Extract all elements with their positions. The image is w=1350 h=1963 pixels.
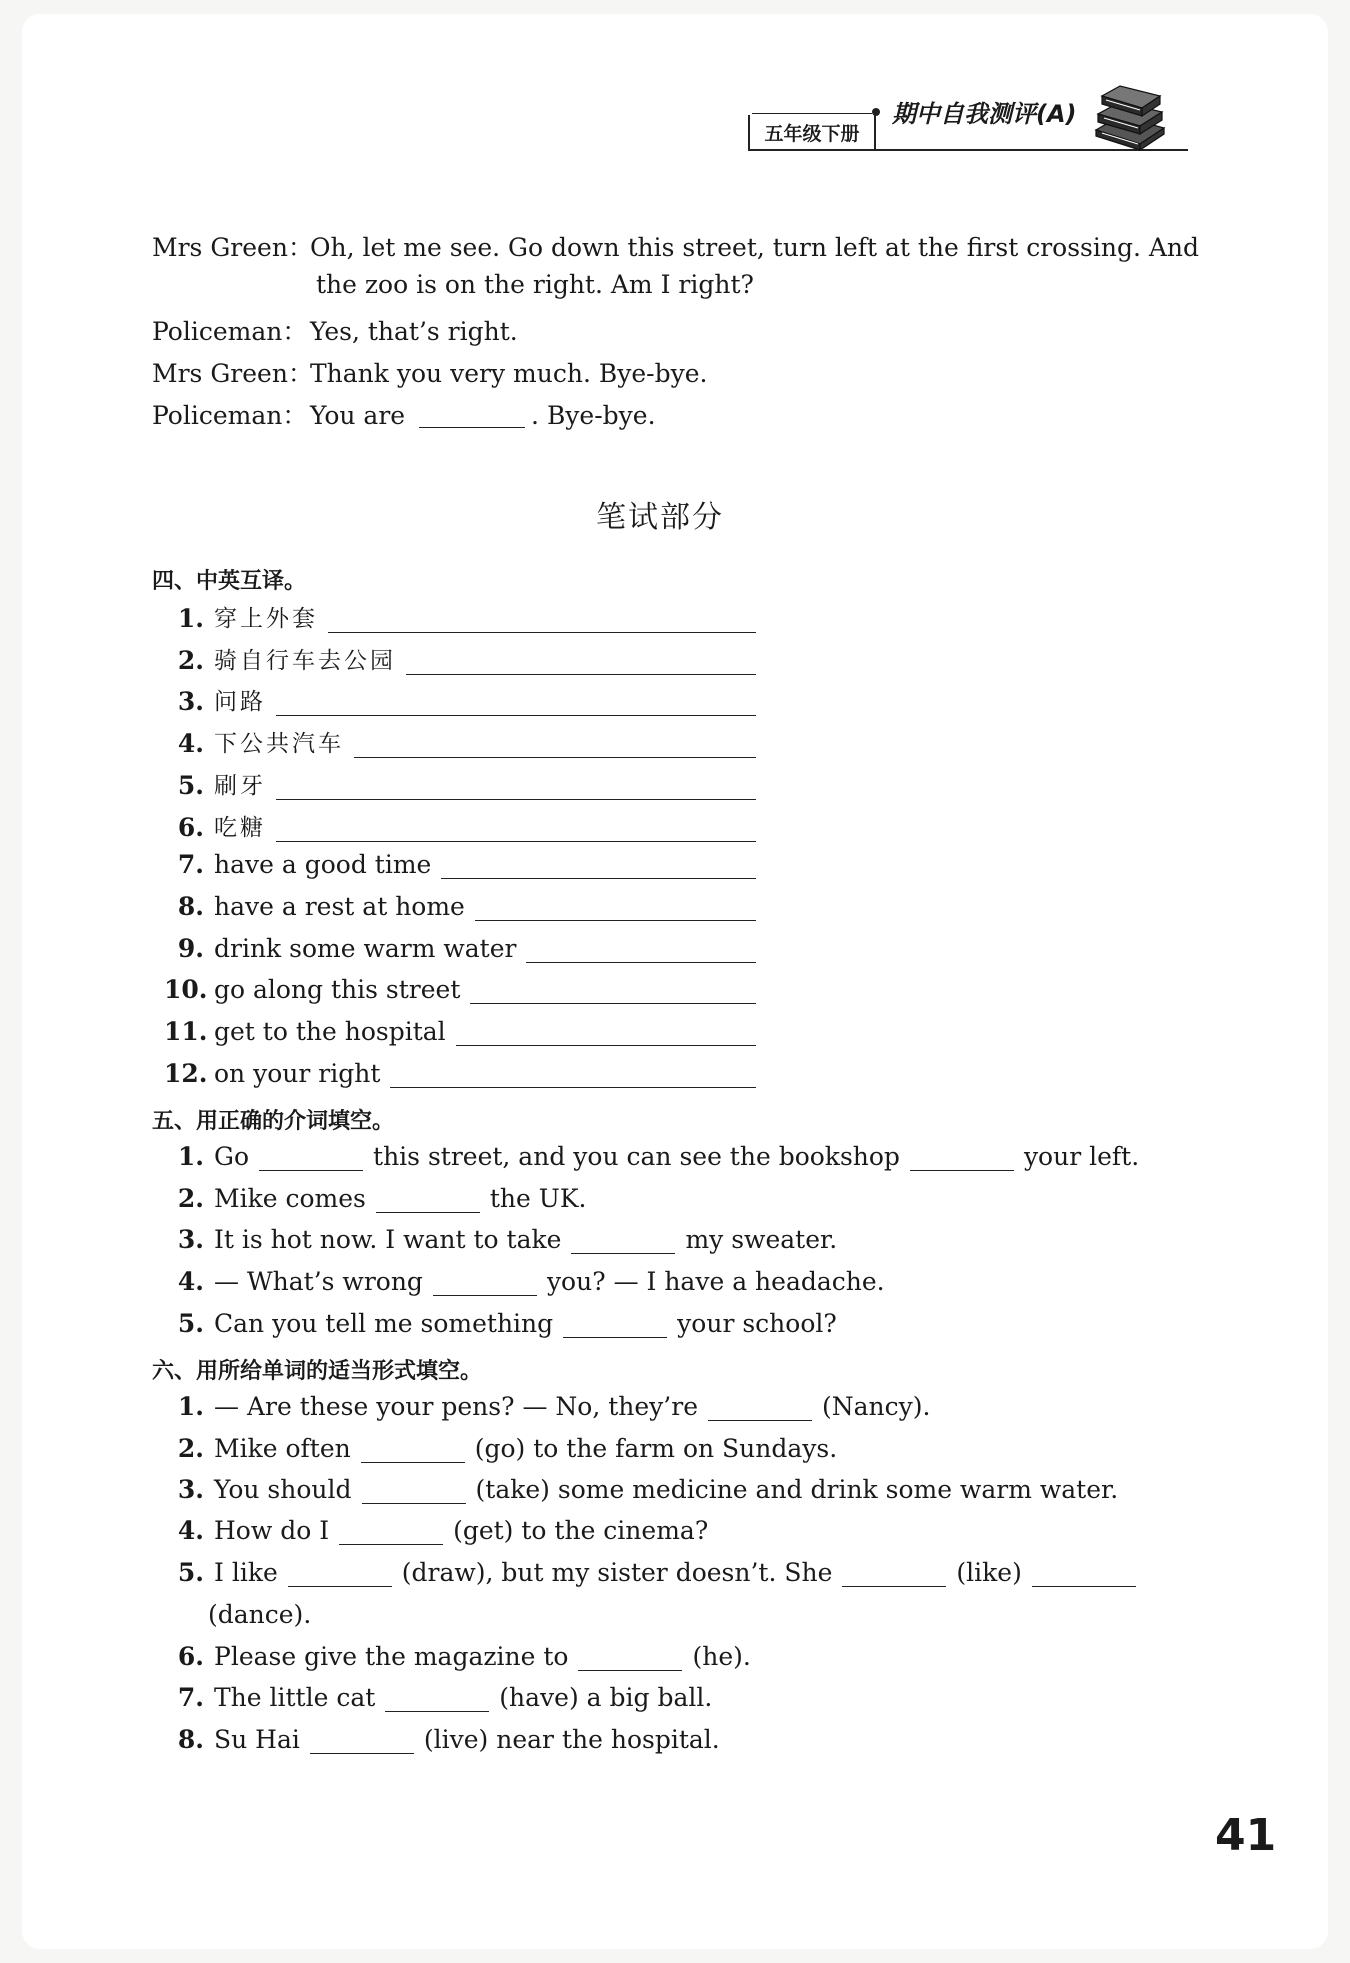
- item-text: (go) to the farm on Sundays.: [474, 1434, 838, 1463]
- item-text: (draw), but my sister doesn’t. She: [401, 1558, 833, 1587]
- item-text: (he).: [692, 1642, 751, 1671]
- item-number: 11.: [164, 1017, 208, 1046]
- fill-in-item: [164, 1434, 837, 1463]
- item-text: drink some warm water: [214, 933, 517, 963]
- answer-line[interactable]: [390, 1061, 756, 1088]
- translation-item: [164, 850, 756, 879]
- item-text: your left.: [1023, 1142, 1140, 1171]
- item-text: (Nancy).: [821, 1392, 931, 1421]
- answer-blank[interactable]: [288, 1562, 392, 1587]
- answer-blank[interactable]: [339, 1520, 443, 1545]
- item-text: Please give the magazine to: [214, 1642, 569, 1671]
- item-number: 5.: [177, 1558, 204, 1587]
- answer-line[interactable]: [526, 936, 756, 963]
- written-section-title: 笔试部分: [596, 500, 724, 535]
- answer-blank[interactable]: [578, 1646, 682, 1671]
- answer-line[interactable]: [276, 815, 756, 842]
- dialogue-line-2: Policeman： Yes, that’s right.: [152, 317, 518, 346]
- item-number: 12.: [164, 1058, 208, 1088]
- item-number: 6.: [177, 1642, 204, 1671]
- answer-blank[interactable]: [361, 1438, 465, 1463]
- item-number: 9.: [177, 933, 204, 963]
- item-text: How do I: [214, 1516, 330, 1545]
- translation-item: [164, 1059, 756, 1088]
- fill-in-item: [164, 1184, 586, 1213]
- item-text: (have) a big ball.: [499, 1683, 713, 1712]
- fill-in-item: [164, 1475, 1118, 1504]
- translation-item: [164, 725, 756, 758]
- item-number: 2.: [177, 1183, 204, 1213]
- translation-item: [164, 1017, 756, 1046]
- translation-item: [164, 934, 756, 963]
- dialogue-line-1: Mrs Green：Oh, let me see. Go down this street, turn left at the first crossing. And: [152, 233, 1200, 262]
- answer-line[interactable]: [354, 731, 756, 758]
- item-number: 8.: [177, 891, 204, 921]
- item-number: 2.: [177, 1434, 204, 1463]
- item-text: (take) some medicine and drink some warm water.: [475, 1475, 1119, 1504]
- answer-blank[interactable]: [433, 1271, 537, 1296]
- fill-in-item: [164, 1309, 837, 1338]
- answer-blank[interactable]: [310, 1729, 414, 1754]
- section-4-heading: 四、中英互译。: [152, 569, 307, 594]
- item-text: You should: [214, 1475, 352, 1504]
- answer-blank[interactable]: [385, 1687, 489, 1712]
- item-text: (get) to the cinema?: [453, 1516, 709, 1545]
- item-text: my sweater.: [685, 1225, 838, 1255]
- item-number: 4.: [177, 1516, 204, 1545]
- page-number: 41: [1215, 1810, 1277, 1861]
- item-text: I like: [214, 1558, 278, 1587]
- translation-item: [164, 892, 756, 921]
- answer-blank[interactable]: [362, 1479, 466, 1504]
- fill-in-item: [164, 1683, 712, 1712]
- translation-item: [164, 767, 756, 800]
- item-number: 8.: [177, 1725, 204, 1754]
- item-text: — Are these your pens? — No, they’re: [214, 1392, 698, 1421]
- item-number: 1.: [177, 1392, 204, 1421]
- item-text: 穿上外套: [214, 606, 318, 632]
- answer-blank[interactable]: [842, 1562, 946, 1587]
- fill-in-item: [164, 1516, 708, 1545]
- stacked-books-icon: [1088, 82, 1168, 152]
- item-text: 刷牙: [214, 772, 266, 799]
- answer-line[interactable]: [441, 852, 756, 879]
- item-number: 10.: [164, 975, 208, 1005]
- answer-blank[interactable]: [259, 1146, 363, 1171]
- fill-in-item: [164, 1267, 885, 1296]
- item-text: 下公共汽车: [214, 731, 344, 758]
- answer-line[interactable]: [456, 1019, 756, 1046]
- fill-in-item: [164, 1392, 930, 1421]
- item-text: 问路: [214, 689, 266, 716]
- translation-item: [164, 600, 756, 633]
- item-number: 4.: [177, 1267, 204, 1297]
- item-number: 7.: [177, 1683, 204, 1712]
- item-number: 3.: [177, 687, 204, 717]
- item-text: Go: [214, 1142, 250, 1171]
- item-text: have a good time: [214, 850, 432, 880]
- answer-blank[interactable]: [708, 1396, 812, 1421]
- answer-line[interactable]: [475, 894, 756, 921]
- dialogue-line-3: Mrs Green：Thank you very much. Bye-bye.: [152, 359, 708, 388]
- item-number: 5.: [177, 770, 204, 800]
- translation-item: [164, 975, 756, 1004]
- item-number: 7.: [177, 850, 204, 880]
- item-number: 3.: [177, 1475, 204, 1504]
- section-6-heading: 六、用所给单词的适当形式填空。: [152, 1359, 483, 1384]
- item-text: 骑自行车去公园: [214, 647, 396, 674]
- item-text: Mike often: [214, 1434, 351, 1463]
- dialogue-line-1-cont: the zoo is on the right. Am I right?: [316, 270, 754, 299]
- item-number: 5.: [177, 1308, 204, 1338]
- item-text: (like): [956, 1558, 1022, 1587]
- item-text: get to the hospital: [214, 1017, 446, 1046]
- answer-blank[interactable]: [563, 1313, 667, 1338]
- translation-item: [164, 683, 756, 716]
- item-text: your school?: [677, 1308, 837, 1338]
- fill-in-item: [164, 1642, 751, 1671]
- header-title: 期中自我测评(A): [892, 100, 1077, 128]
- answer-line[interactable]: [406, 648, 756, 675]
- item-text: Su Hai: [214, 1725, 300, 1754]
- item-continuation: (dance).: [208, 1599, 312, 1629]
- item-text: — What’s wrong: [214, 1267, 423, 1297]
- answer-blank[interactable]: [910, 1146, 1014, 1171]
- answer-line[interactable]: [276, 689, 756, 716]
- item-text: The little cat: [214, 1683, 376, 1712]
- translation-item: [164, 809, 756, 842]
- item-number: 4.: [177, 729, 204, 759]
- item-text: (live) near the hospital.: [423, 1725, 720, 1754]
- item-text: you? — I have a headache.: [546, 1267, 885, 1297]
- answer-blank[interactable]: [571, 1229, 675, 1254]
- grade-label: 五年级下册: [748, 115, 876, 149]
- item-number: 2.: [177, 645, 204, 675]
- item-number: 1.: [177, 604, 204, 633]
- item-text: on your right: [214, 1058, 381, 1088]
- fill-in-item: [164, 1142, 1139, 1171]
- translation-item: [164, 642, 756, 675]
- item-text: this street, and you can see the bookshop: [373, 1142, 900, 1171]
- answer-blank[interactable]: [419, 403, 525, 428]
- item-number: 3.: [177, 1225, 204, 1255]
- header-dot: [872, 108, 880, 116]
- answer-line[interactable]: [470, 977, 756, 1004]
- answer-line[interactable]: [276, 773, 756, 800]
- item-text: have a rest at home: [214, 891, 465, 921]
- section-5-heading: 五、用正确的介词填空。: [152, 1109, 395, 1134]
- item-text: Mike comes: [214, 1183, 366, 1213]
- answer-line[interactable]: [328, 606, 756, 633]
- item-number: 6.: [177, 812, 204, 842]
- item-text: the UK.: [489, 1183, 587, 1213]
- item-text: go along this street: [214, 975, 461, 1005]
- answer-blank[interactable]: [376, 1188, 480, 1213]
- header-top-rule: [752, 113, 872, 114]
- item-text: 吃糖: [214, 814, 266, 841]
- dialogue-line-4: Policeman： You are . Bye-bye.: [152, 401, 656, 430]
- fill-in-item: [164, 1225, 837, 1254]
- item-text: Can you tell me something: [214, 1308, 554, 1338]
- answer-blank[interactable]: [1032, 1562, 1136, 1587]
- fill-in-item: [164, 1725, 720, 1754]
- fill-in-item: [164, 1558, 1146, 1587]
- item-number: 1.: [177, 1142, 204, 1171]
- item-text: It is hot now. I want to take: [214, 1225, 562, 1255]
